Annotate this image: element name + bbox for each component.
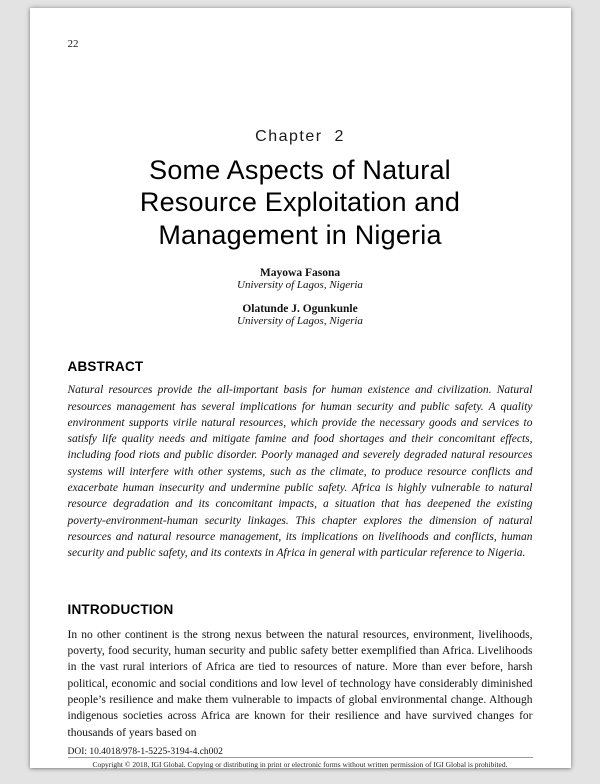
abstract-heading: ABSTRACT (67, 359, 144, 375)
page-number: 22 (67, 38, 79, 50)
book-page (30, 8, 571, 768)
author-affiliation: University of Lagos, Nigeria (237, 315, 363, 328)
abstract-text: Natural resources provide the all-important basis for human existence and civilization. Natural resources management has several implications for human security and public safety. A quality environment supports virile natural resources, which provide the necessary goods and services to satisfy life quality needs and mitigate famine and food shortages and their concomitant effects, including food riots and public disorder. Poorly managed and severely degraded natural resources systems will interfere with other systems, such as the climate, to produce resource conflicts and exacerbate human insecurity and undermine public safety. Africa is highly vulnerable to natural resource degradation and its concomitant impacts, a situation that has deepened the existing poverty-environment-human security linkages. This chapter explores the dimension of natural resources and natural resource management, its implications on livelihoods and conflicts, human security and public safety, and its contexts in Africa in general with particular reference to Nigeria. (67, 384, 533, 560)
doi-text: DOI: 10.4018/978-1-5225-3194-4.ch002 (67, 747, 223, 758)
author-name: Olatunde J. Ogunkunle (242, 303, 358, 316)
introduction-text: In no other continent is the strong nexus between the natural resources, environment, livelihoods, poverty, food security, human security and public safety better exemplified than Africa. Livelihoods in the vast rural interiors of Africa are tied to resources of nature. More than ever before, harsh political, economic and social conditions and low level of technology have considerably diminished people’s resilience and make them vulnerable to impacts of global environmental change. Although indigenous societies across Africa are known for their resilience and have survived changes for thousands of years based on (67, 628, 533, 739)
author-affiliation: University of Lagos, Nigeria (237, 279, 363, 292)
chapter-title-line-3: Management in Nigeria (158, 219, 442, 250)
chapter-title-line-2: Resource Exploitation and (139, 187, 461, 218)
author-block (68, 267, 533, 327)
author (68, 267, 533, 291)
author-name: Mayowa Fasona (259, 267, 341, 280)
chapter-label: Chapter 2 (255, 128, 345, 145)
chapter-title-line-1: Some Aspects of Natural (149, 155, 451, 185)
copyright-footer: Copyright © 2018, IGI Global. Copying or distributing in print or electronic forms without written permission of IGI Global is prohibited. (68, 757, 533, 769)
author (68, 303, 533, 327)
chapter-title (68, 154, 533, 251)
introduction-heading: INTRODUCTION (67, 601, 174, 617)
